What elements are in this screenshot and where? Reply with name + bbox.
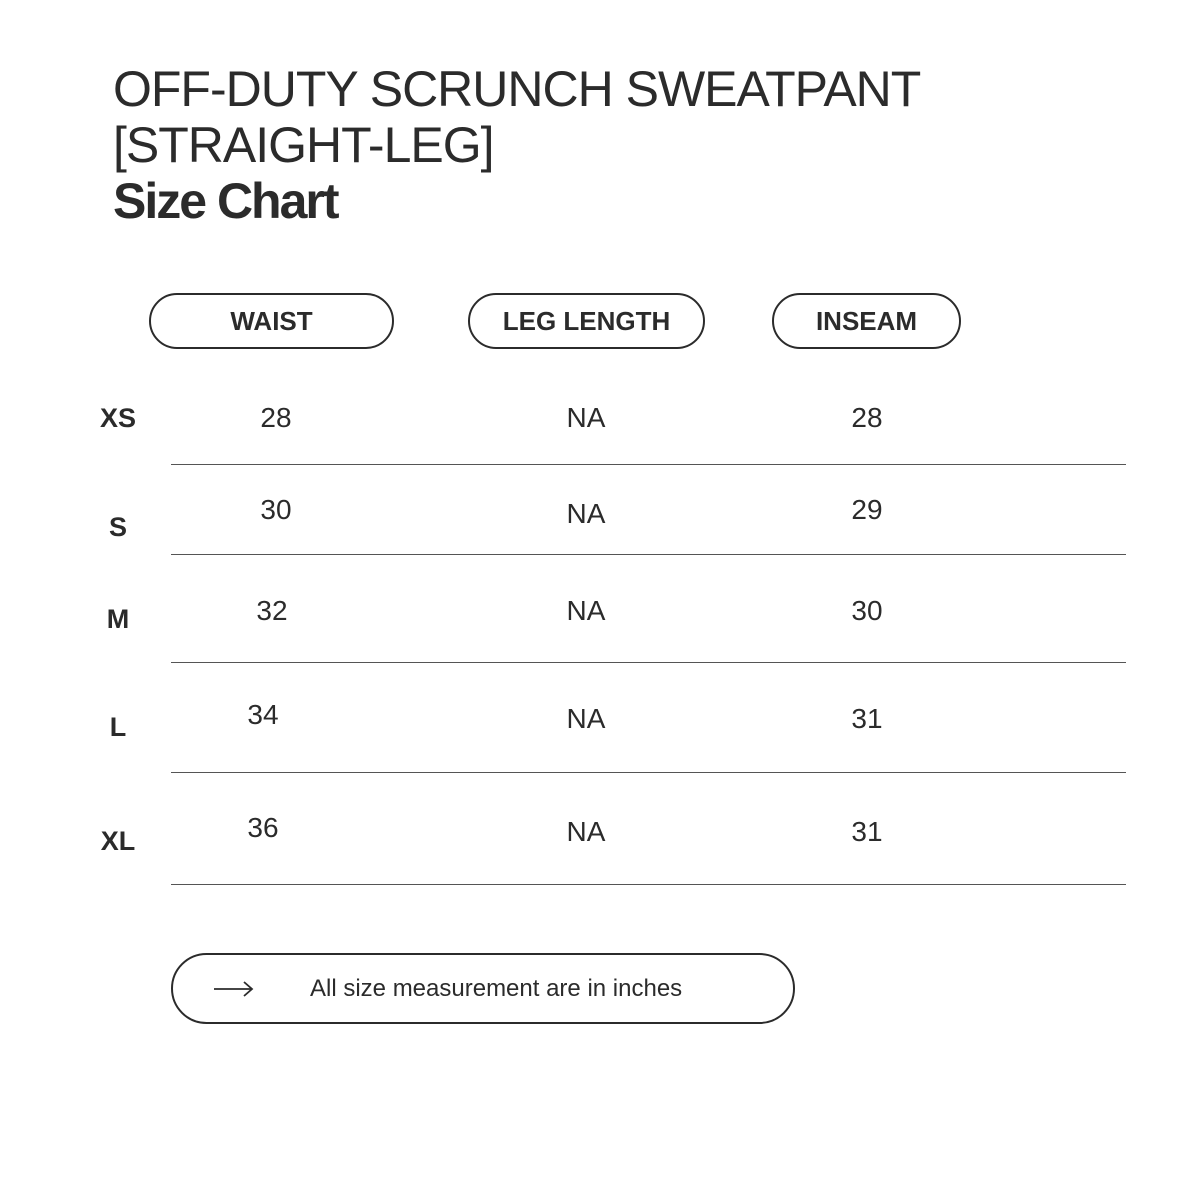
cell-m-leg-length: NA [566,595,606,626]
size-label-xl: XL [100,826,136,856]
cell-xl-leg-length: NA [566,816,606,847]
cell-xl-waist: 36 [247,812,279,843]
cell-m-waist: 32 [256,595,288,626]
column-header-waist: WAIST [149,293,394,349]
measurement-note-text: All size measurement are in inches [310,975,683,1002]
row-divider [171,772,1126,773]
column-header-leg-length: LEG LENGTH [468,293,705,349]
column-header-inseam: INSEAM [772,293,961,349]
cell-l-leg-length: NA [566,703,606,734]
measurement-note [171,953,795,1024]
row-divider [171,662,1126,663]
title-line-2: [STRAIGHT-LEG] [113,117,494,173]
cell-l-waist: 34 [247,699,279,730]
cell-l-inseam: 31 [851,703,883,734]
cell-m-inseam: 30 [851,595,883,626]
title-line-1: OFF-DUTY SCRUNCH SWEATPANT [113,61,921,117]
cell-xs-leg-length: NA [566,402,606,433]
size-label-m: M [106,604,130,634]
size-label-xs: XS [99,403,137,433]
arrow-right-icon [213,977,255,1001]
cell-xs-waist: 28 [260,402,292,433]
cell-s-waist: 30 [260,494,292,525]
size-label-s: S [108,512,127,542]
row-divider [171,554,1126,555]
page-subtitle: Size Chart [113,173,338,229]
cell-xl-inseam: 31 [851,816,883,847]
size-label-l: L [109,712,127,742]
cell-s-inseam: 29 [851,494,883,525]
row-divider [171,464,1126,465]
row-divider [171,884,1126,885]
cell-s-leg-length: NA [566,498,606,529]
cell-xs-inseam: 28 [851,402,883,433]
